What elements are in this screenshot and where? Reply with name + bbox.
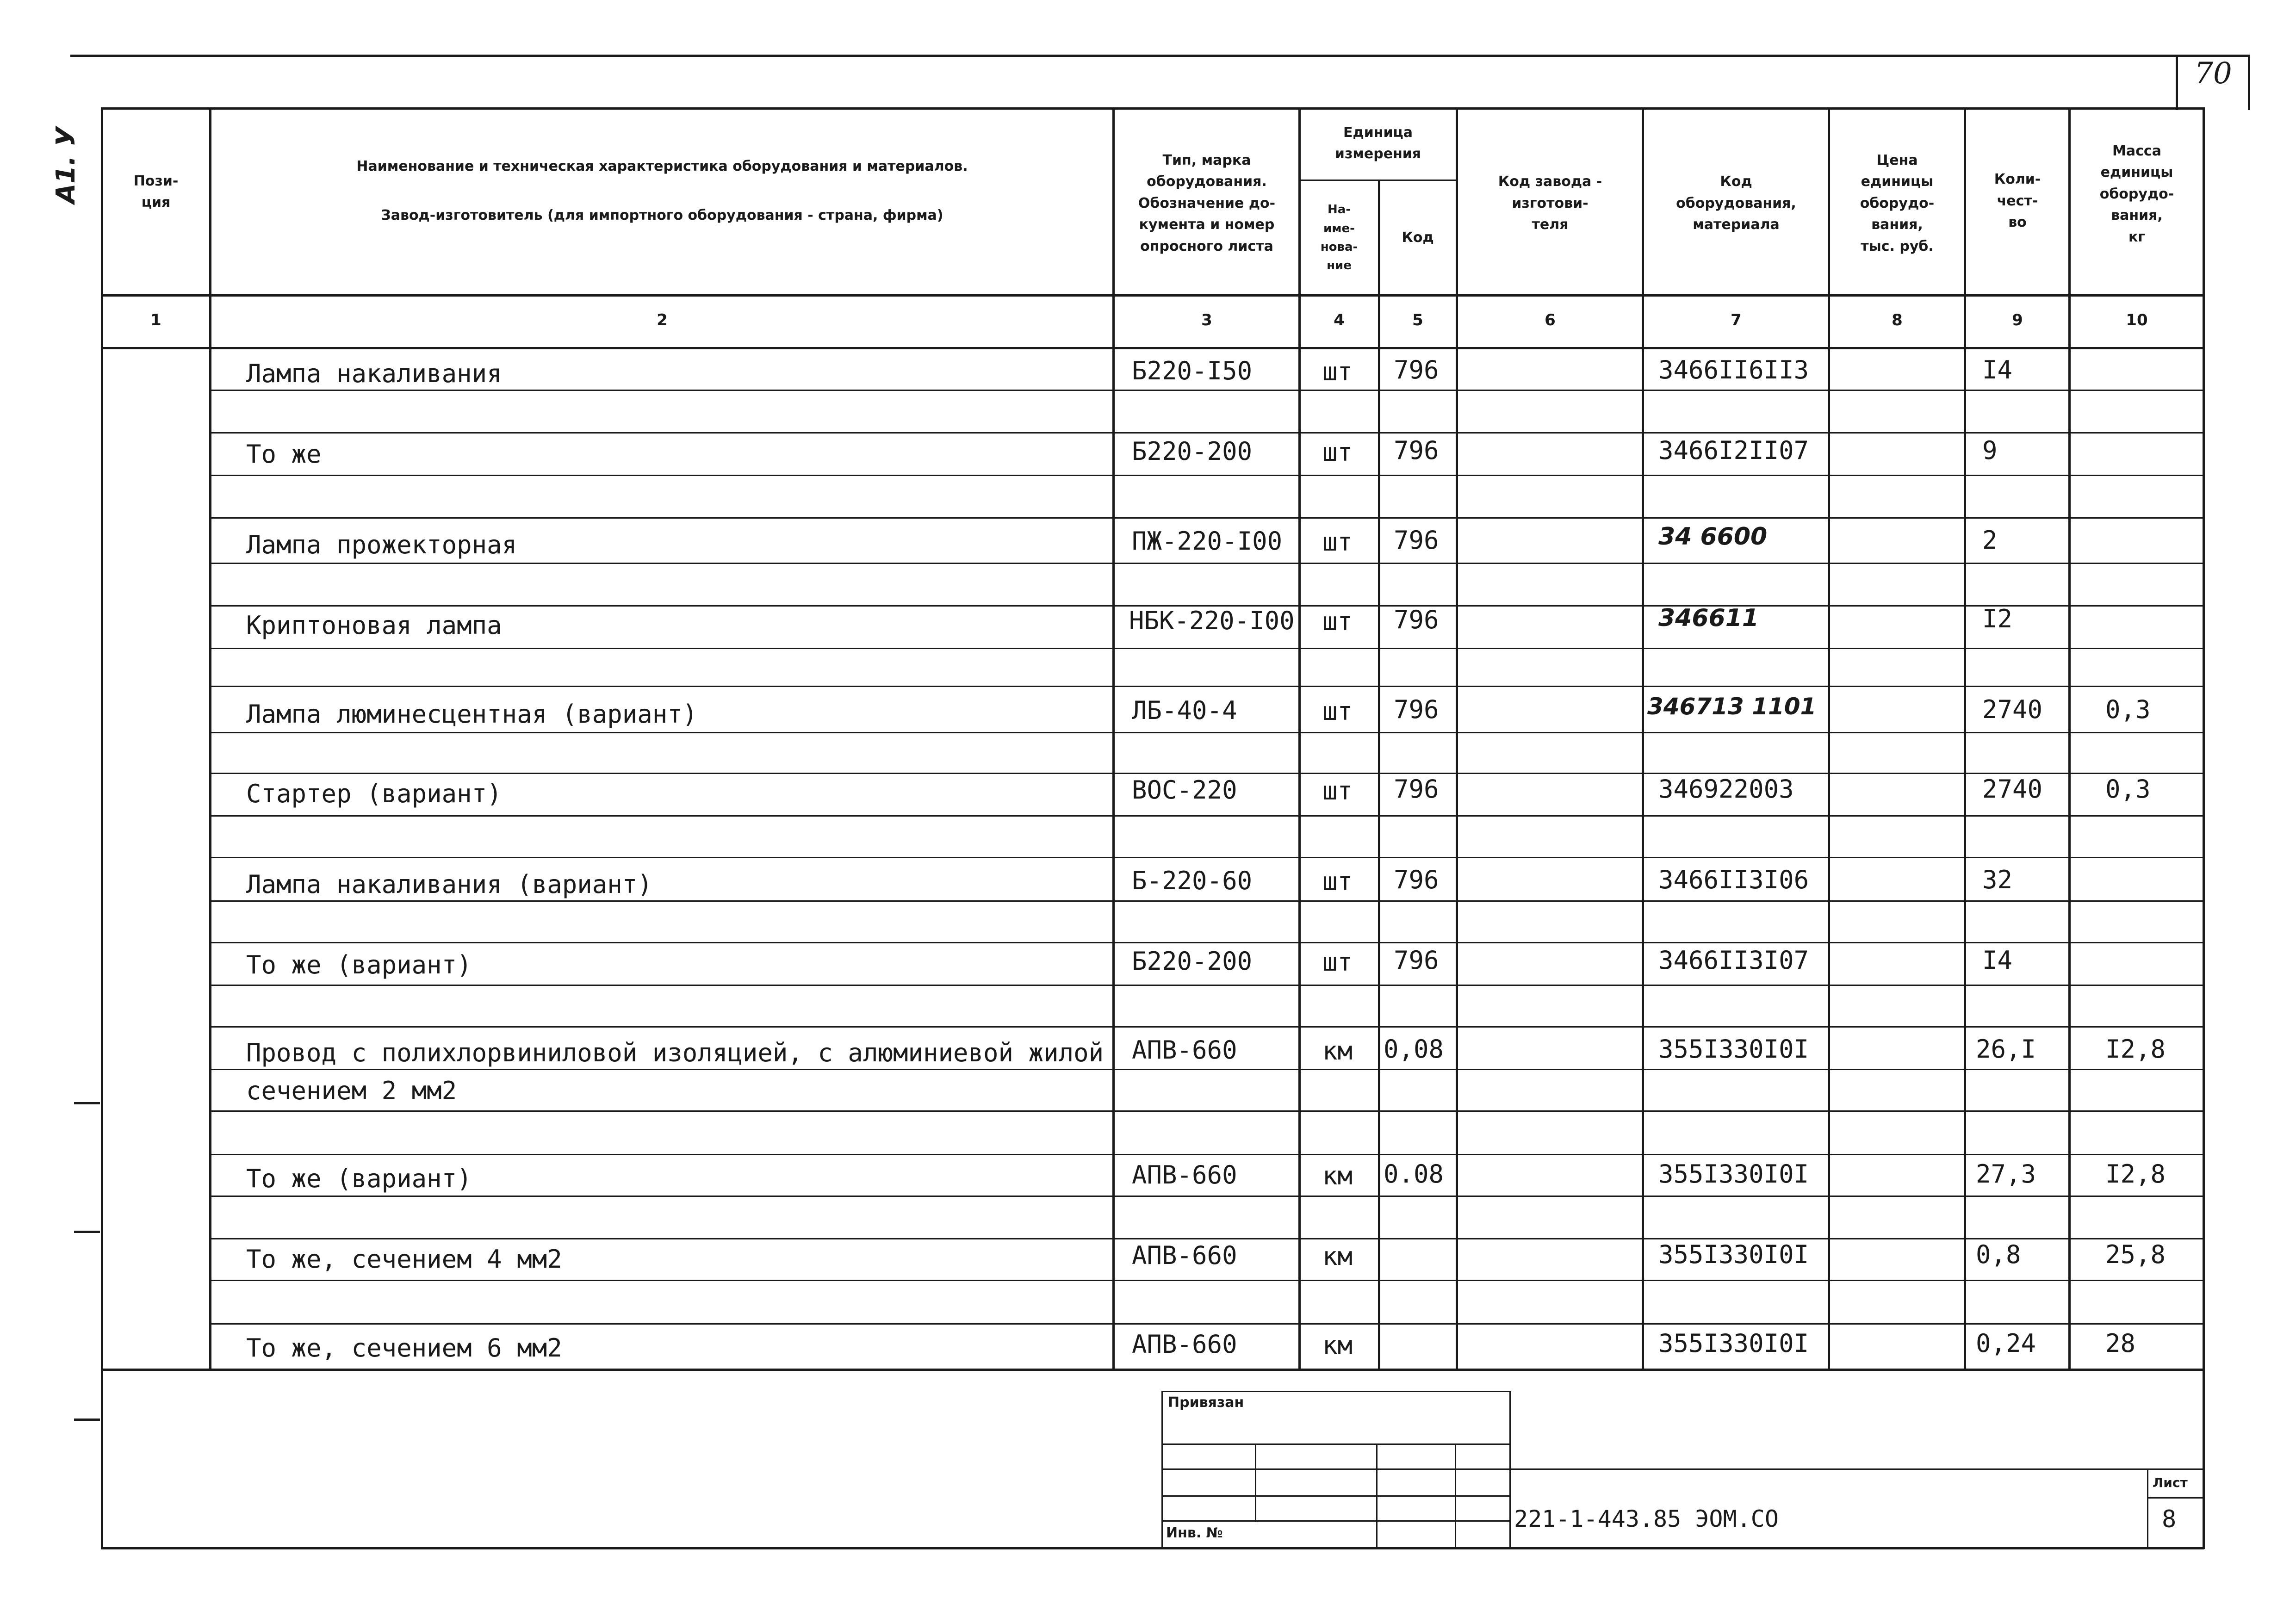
sheet-box-split	[2147, 1497, 2203, 1499]
column-number: 8	[1892, 311, 1903, 329]
header-position: Пози- ция	[133, 173, 179, 211]
table-row-type: АПВ-660	[1132, 1160, 1237, 1189]
table-row-qty: 2	[1982, 526, 1998, 555]
row-line	[209, 900, 2203, 902]
col-line-2	[1112, 107, 1115, 1370]
column-number: 9	[2012, 311, 2023, 329]
table-row-name: Лампа люминесцентная (вариант)	[246, 700, 698, 729]
table-row-unit-code: 796	[1394, 774, 1439, 804]
table-row-code: 355I330I0I	[1658, 1329, 1809, 1358]
col-line-6	[1642, 107, 1644, 1370]
header-mass: Масса единицы оборудо- вания, кг	[2099, 142, 2174, 245]
table-row-unit-code: 796	[1394, 605, 1439, 634]
unit-group-split	[1298, 180, 1456, 181]
table-row-unit-code: 0,08	[1384, 1035, 1444, 1064]
column-number: 6	[1545, 311, 1556, 329]
table-row-unit-code: 796	[1394, 436, 1439, 465]
table-right-border	[2203, 107, 2205, 1549]
column-number: 2	[657, 311, 668, 329]
table-row-qty: 0,8	[1976, 1240, 2021, 1269]
table-row-code: 3466I2II07	[1658, 436, 1809, 465]
sheet-number: 70	[2194, 56, 2232, 91]
col-line-9	[2068, 107, 2071, 1370]
column-number: 3	[1201, 311, 1212, 329]
table-row-unit-code: 796	[1394, 355, 1439, 384]
table-row-mass: 28	[2105, 1329, 2136, 1358]
stamp-col	[1376, 1443, 1378, 1548]
row-line	[209, 1280, 2203, 1281]
margin-label: А1. У	[51, 126, 81, 204]
table-row-unit: шт	[1322, 438, 1353, 467]
table-row-mass: 0,3	[2105, 695, 2151, 724]
table-row-name: Провод с полихлорвиниловой изоляцией, с алюминиевой жилой	[246, 1038, 1104, 1067]
sheet-box-left	[2176, 55, 2178, 110]
table-row-mass: 0,3	[2105, 774, 2151, 804]
row-line	[209, 432, 2203, 434]
table-row-qty: I4	[1982, 355, 2013, 384]
col-line-5	[1456, 107, 1458, 1370]
stamp-right-line	[1509, 1468, 2203, 1470]
table-row-type: Б220-I50	[1132, 356, 1253, 385]
stamp-line	[1161, 1520, 1510, 1522]
row-line	[209, 1154, 2203, 1155]
table-row-type: АПВ-660	[1132, 1035, 1237, 1065]
table-row-name: Стартер (вариант)	[246, 779, 502, 808]
header-quantity: Коли- чест- во	[1994, 171, 2041, 231]
table-row-code: 346611	[1658, 604, 1759, 632]
table-row-type: ЛБ-40-4	[1132, 696, 1237, 725]
row-line	[209, 857, 2203, 858]
table-row-name: Криптоновая лампа	[246, 611, 502, 640]
table-row-type: АПВ-660	[1132, 1330, 1237, 1359]
table-row-type: Б220-200	[1132, 437, 1253, 466]
header-unit-name: На- име- нова- ние	[1320, 203, 1358, 273]
table-row-name: Лампа накаливания (вариант)	[246, 870, 652, 899]
table-row-name-cont: сечением 2 мм2	[246, 1076, 457, 1105]
row-line	[209, 563, 2203, 564]
col-line-8	[1964, 107, 1966, 1370]
stamp-label: Привязан	[1168, 1394, 1244, 1411]
column-number: 1	[150, 311, 161, 329]
table-row-code: 346922003	[1658, 774, 1794, 804]
table-row-qty: 0,24	[1976, 1329, 2036, 1358]
table-row-unit-code: 796	[1394, 865, 1439, 894]
table-row-mass: 25,8	[2105, 1240, 2166, 1269]
margin-tick	[74, 1102, 100, 1104]
margin-tick	[74, 1231, 100, 1233]
table-row-code: 3466II3I06	[1658, 865, 1809, 894]
header-type: Тип, марка оборудования. Обозначение до- кумента и номер опросного листа	[1138, 152, 1276, 254]
table-row-unit: шт	[1322, 776, 1353, 805]
table-row-type: Б-220-60	[1132, 866, 1253, 895]
table-row-qty: 32	[1982, 865, 2013, 894]
table-row-mass: I2,8	[2105, 1159, 2166, 1189]
table-row-qty: 2740	[1982, 774, 2043, 804]
table-row-type: АПВ-660	[1132, 1241, 1237, 1270]
sheet-box-left-bottom	[2147, 1468, 2148, 1548]
margin-tick	[74, 1419, 100, 1421]
table-row-qty: I4	[1982, 946, 2013, 975]
row-line	[209, 1069, 2203, 1070]
table-row-code: 34 6600	[1658, 523, 1768, 551]
row-line	[209, 773, 2203, 774]
header-manufacturer: Завод-изготовитель (для импортного оборудования - страна, фирма)	[381, 207, 943, 223]
row-line	[209, 390, 2203, 391]
table-row-type: НБК-220-I00	[1129, 606, 1295, 635]
stamp-line	[1161, 1495, 1510, 1497]
table-row-type: ВОС-220	[1132, 775, 1237, 805]
table-row-type: Б220-200	[1132, 947, 1253, 976]
table-row-code: 3466II3I07	[1658, 946, 1809, 975]
colnum-bottom-line	[101, 347, 2204, 349]
header-equipment-code: Код оборудования, материала	[1676, 173, 1796, 233]
table-row-code: 355I330I0I	[1658, 1035, 1809, 1064]
column-number: 7	[1731, 311, 1742, 329]
table-row-name: То же, сечением 4 мм2	[246, 1245, 562, 1274]
table-top-border	[101, 107, 2204, 110]
table-row-type: ПЖ-220-I00	[1132, 527, 1283, 556]
row-line	[209, 815, 2203, 817]
sheet-value: 8	[2162, 1505, 2177, 1533]
document-code: 221-1-443.85 ЭОМ.СО	[1514, 1505, 1779, 1532]
top-frame-line	[70, 55, 2250, 57]
table-row-name: То же (вариант)	[246, 1164, 472, 1193]
row-line	[209, 475, 2203, 476]
table-row-unit: шт	[1322, 867, 1353, 896]
table-row-unit: шт	[1322, 948, 1353, 977]
row-line	[209, 1196, 2203, 1197]
table-row-qty: 2740	[1982, 695, 2043, 724]
column-number: 4	[1334, 311, 1345, 329]
header-bottom-line	[101, 294, 2204, 297]
table-row-unit: км	[1322, 1242, 1353, 1271]
table-row-name: То же	[246, 440, 322, 469]
table-row-mass: I2,8	[2105, 1035, 2166, 1064]
table-row-unit-code: 796	[1394, 946, 1439, 975]
table-row-code: 3466II6II3	[1658, 355, 1809, 384]
table-row-code: 355I330I0I	[1658, 1159, 1809, 1189]
header-plant-code: Код завода - изготови- теля	[1498, 173, 1602, 233]
header-price: Цена единицы оборудо- вания, тыс. руб.	[1860, 152, 1935, 254]
table-row-unit: км	[1322, 1036, 1353, 1065]
table-row-unit: шт	[1322, 527, 1353, 557]
table-row-unit-code: 796	[1394, 695, 1439, 724]
row-line	[209, 1323, 2203, 1325]
header-unit-code: Код	[1402, 229, 1434, 246]
table-row-unit: шт	[1322, 357, 1353, 386]
row-line	[209, 686, 2203, 687]
col-line-7	[1828, 107, 1830, 1370]
row-line	[209, 517, 2203, 519]
row-line	[209, 732, 2203, 733]
table-row-unit-code: 796	[1394, 526, 1439, 555]
sheet-label: Лист	[2153, 1475, 2188, 1490]
header-unit: Единица измерения	[1334, 124, 1421, 162]
row-line	[209, 985, 2203, 986]
table-row-name: То же (вариант)	[246, 950, 472, 979]
row-line	[209, 1026, 2203, 1028]
table-row-qty: 9	[1982, 436, 1998, 465]
column-number: 5	[1412, 311, 1423, 329]
sheet-box-right	[2248, 55, 2250, 110]
col-line-1	[209, 107, 211, 1370]
table-row-qty: I2	[1982, 604, 2013, 633]
row-line	[209, 648, 2203, 649]
table-row-qty: 26,I	[1976, 1035, 2036, 1064]
table-row-unit: км	[1322, 1161, 1353, 1190]
table-row-name: Лампа прожекторная	[246, 530, 517, 559]
stamp-line	[1161, 1443, 1510, 1445]
stamp-col	[1255, 1443, 1256, 1522]
stamp-line	[1161, 1468, 1510, 1470]
table-bottom-border	[101, 1547, 2204, 1549]
table-row-code: 346713 1101	[1647, 693, 1817, 720]
col-line-3	[1298, 107, 1301, 1370]
table-body-bottom	[101, 1369, 2204, 1371]
inv-label: Инв. №	[1166, 1525, 1223, 1541]
table-row-code: 355I330I0I	[1658, 1240, 1809, 1269]
stamp-top	[1161, 1391, 1510, 1392]
col-line-4	[1378, 180, 1380, 1370]
table-row-name: То же, сечением 6 мм2	[246, 1333, 562, 1363]
table-row-unit: км	[1322, 1331, 1353, 1360]
table-row-name: Лампа накаливания	[246, 359, 502, 388]
row-line	[209, 1110, 2203, 1112]
column-number: 10	[2126, 311, 2148, 329]
header-name: Наименование и техническая характеристика оборудования и материалов.	[356, 158, 968, 174]
table-row-unit: шт	[1322, 697, 1353, 726]
table-row-qty: 27,3	[1976, 1159, 2036, 1189]
table-row-unit: шт	[1322, 607, 1353, 636]
row-line	[209, 1238, 2203, 1239]
table-row-unit-code: 0.08	[1384, 1159, 1444, 1189]
row-line	[209, 942, 2203, 943]
stamp-col	[1455, 1443, 1456, 1548]
